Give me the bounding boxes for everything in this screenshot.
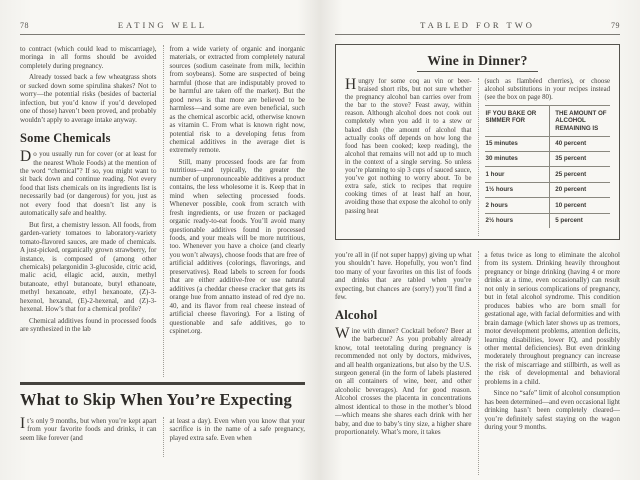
main-text-columns [335,251,620,475]
section-divider-rule [20,382,305,385]
table-cell: 30 minutes [485,151,550,166]
column-2 [163,417,306,457]
running-head-title: TABLED FOR TWO [420,20,535,30]
table-cell: 5 percent [555,217,583,225]
box-column-1 [345,78,478,236]
dropcap: I [20,417,26,432]
table-row [485,167,611,182]
table-cell: 1 hour [485,167,550,182]
table-cell: 2 hours [485,198,550,213]
paragraph: at least a day). Even when you know that your sacrifice is in the name of a safe pregnancy, played extra safe. Even when [169,417,305,442]
page-number: 78 [20,21,29,30]
box-column-2 [478,78,611,236]
header-rule [335,34,620,35]
paragraph-text: t’s only 9 months, but when you’re kept apart from your favorite foods and drinks, it can seem like forever (and [20,417,157,442]
paragraph: Already tossed back a few wheatgrass shots or sucked down some spirulina shakes? Not to worry—the potential risks (besides of bacterial infection, but you’d know if you’d developed one of those) haven’t been proved, and probably wouldn’t apply to average intake anyway. [20,73,157,124]
column-1 [20,45,163,377]
paragraph-text: ine with dinner? Cocktail before? Beer at the barbecue? As you probably already know, total teetotaling during pregnancy is recommended not only by doctors, midwives, and all health organizations, but also by the U.S. surgeon general (in the form of labels plastered on all containers of wine, beer, and other alcoholic beverages). And for good reason. Alcohol crosses the placenta in concentrations almost identical to those in the mother’s blood—which means she shares each drink with her baby, and due to baby’s tiny size, a higher share proportionately. What’s more, it takes [335,326,472,437]
table-row [485,198,611,213]
table-row [485,213,611,228]
paragraph: you’re all in (if not super happy) giving up what you shouldn’t have. Hopefully, you won’t find too many of your favorites on this list of foods and drinks that are tabled when you’re expecting, but chances are (sorry!) you’ll find a few. [335,251,472,302]
running-head-right [335,20,620,30]
box-columns [345,78,610,236]
running-head-title: EATING WELL [117,20,208,30]
table-cell: 1½ hours [485,182,550,197]
paragraph-text: o you usually run for cover (or at least for the nearest Whole Foods) at the mention of the word “chemical”? If so, you might want to sit back down and continue reading. Not every food that lists chemicals on its ingredients list is necessarily bad (or dangerous) for you, just as not every food that doesn’t list any is automatically safe and healthy. [20,150,157,218]
paragraph-text: ungry for some coq au vin or beer-braised short ribs, but not sure whether the pregnancy alcohol ban carries over from the bar to the stove? Feast away, within reason. Although alcohol does not cook out completely when you add it to a stew or baked dish (the amount of alcohol that actually cooks off depends on how long the food has been cooked; keep reading), the alcohol that remains will not add up to much in the context of a single serving. So unless you’re planning to sip 3 cups of sauced sauce, you’ve got nothing to worry about. To be extra safe, stick to recipes that require cooking times of at least half an hour, avoiding those that expose the alcohol to only passing heat [345,78,472,215]
page-number: 79 [611,21,620,30]
table-row [485,182,611,197]
paragraph: from a wide variety of organic and inorganic materials, or extracted from completely natural sources (sodium caseinate from milk, lecithin from soybeans). Some are suspected of being harmful (those that are indisputably proved to be harmful are taken off the market). But the good news is that more are believed to be harmless—and some are even beneficial, such as the chemical ascorbic acid, otherwise known as vitamin C. From what is known right now, potential risk to a developing fetus from chemical additives in the average diet is extremely remote. [169,45,305,155]
section-heading-some-chemicals: Some Chemicals [20,131,111,146]
header-rule [20,34,305,35]
table-cell: 2½ hours [485,213,550,228]
column-2 [163,45,306,377]
table-cell: 20 percent [550,182,610,197]
table-cell: 35 percent [550,151,610,166]
table-cell: 15 minutes [485,136,550,151]
alcohol-retention-table [485,105,611,228]
dropcap: W [335,324,350,342]
chapter-section-heading: What to Skip When You’re Expecting [20,390,292,409]
dropcap: D [20,148,32,166]
paragraph: Still, many processed foods are far from nutritious—and typically, the greater the number of unpronounceable additives a product contains, the less wholesome it is. Keep that in mind when selecting processed foods. Whenever possible, cook from scratch with fresh ingredients, or use frozen or packaged organic ready-to-eat foods. You’ll avoid many questionable additives found in processed foods, and your meals will be more nutritious, too. Whenever you have a choice (and clearly you won’t always), choose foods that are free of artificial additives (colorings, flavorings, and preservatives). Read labels to screen for foods that are either additive-free or use natural additives (a cheddar cheese cracker that gets its orange hue from annatto instead of red dye no. 40, and its flavor from real cheese instead of artificial cheese flavoring). For a listing of questionable and safe additives, go to cspinet.org. [169,157,305,335]
table-header-cell: IF YOU BAKE OR SIMMER FOR [485,106,550,136]
table-header-row [485,106,611,136]
paragraph [335,324,472,437]
paragraph: to contract (which could lead to miscarriage), moringa in all forms should be avoided completely during pregnancy. [20,45,157,70]
table-row [485,136,611,151]
table-cell: 25 percent [550,167,610,182]
section-heading-alcohol: Alcohol [335,307,378,322]
paragraph [20,417,157,442]
column-1 [335,251,478,475]
paragraph: (such as flambéed cherries), or choose alcohol substitutions in your recipes instead (see the box on page 80). [484,78,610,102]
dropcap: H [345,78,357,93]
box-title: Wine in Dinner? [417,53,537,72]
page-79 [320,0,640,480]
main-text-columns [20,45,305,377]
paragraph: But first, a chemistry lesson. All foods, from garden-variety tomatoes to laboratory-variety tomato-flavored sauces, are made of chemicals. A just-picked, organically grown strawberry, for instance, is composed of (among other chemicals) pelargonidin 3-glucoside, citric acid, malic acid, ellagic acid, auxin, methyl butanoate, ethyl butanoate, butyl ethanoate, methyl hexanoate, ethyl hexanoate, (Z)-3-hexenol, hexanal, (E)-2-hexenal, and (Z)-3-hexenal. How’s that for a chemical profile? [20,220,157,314]
table-cell: 10 percent [550,198,610,213]
paragraph: a fetus twice as long to eliminate the alcohol from its system. Drinking heavily throughout pregnancy or binge drinking (having 4 or more drinks at a time, even occasionally) can result not only in serious complications of pregnancy, but in fetal alcohol syndrome. This condition produces babies who are born small for gestational age, with facial deformities and with brain damage (which later shows up as tremors, motor development problems, attention deficits, learning disabilities, lower IQ, and possibly other mental deficiencies). But even drinking moderately throughout pregnancy can increase the risk of miscarriage and stillbirth, as well as the risk of developmental and behavioral problems in a child. [484,251,620,386]
wine-in-dinner-box [335,44,620,240]
bottom-text-columns [20,417,305,457]
table-cell: 40 percent [550,136,610,151]
paragraph: Since no “safe” limit of alcohol consumption has been determined—and even occasional light drinking hasn’t been completely cleared—you’re definitely safest staying on the wagon during your 9 months. [484,389,620,432]
paragraph: Chemical additives found in processed foods are synthesized in the lab [20,316,157,334]
running-head-left [20,20,305,30]
column-1 [20,417,163,457]
table-header-cell: THE AMOUNT OF ALCOHOL REMAINING IS [550,106,610,136]
paragraph [345,78,472,216]
paragraph [20,150,157,218]
box-title-wrap [345,52,610,72]
table-row [485,151,611,166]
column-2 [478,251,621,475]
